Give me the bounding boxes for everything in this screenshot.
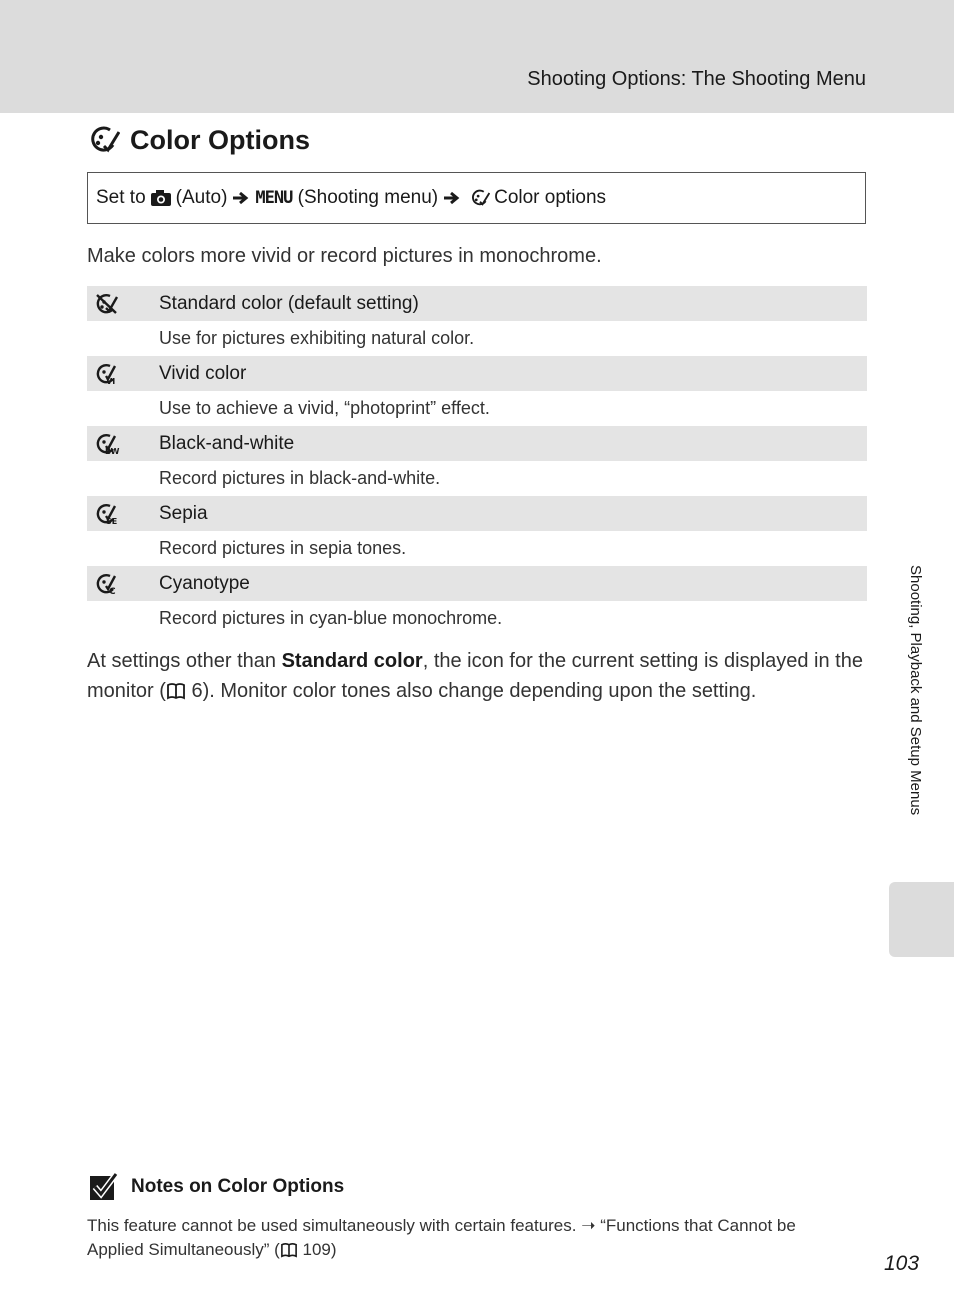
page-reference[interactable]: 109 [302, 1240, 331, 1259]
notes-title: Notes on Color Options [131, 1176, 345, 1197]
option-row [87, 286, 867, 321]
icon-badge: VI [106, 376, 116, 385]
intro-text: Make colors more vivid or record pictures in monochrome. [87, 245, 602, 267]
page-number: 103 [884, 1252, 920, 1275]
side-tab-label: Shooting, Playback and Setup Menus [907, 565, 924, 816]
body-text: ). Monitor color tones also change depending upon the setting. [202, 680, 757, 702]
option-description: Record pictures in sepia tones. [159, 538, 407, 558]
camera-icon [150, 189, 172, 207]
sepia-icon [95, 503, 121, 525]
vivid-color-icon [95, 363, 121, 385]
notes-body: This feature cannot be used simultaneously with certain features. [87, 1216, 582, 1235]
book-reference-icon [166, 682, 186, 700]
option-row [87, 496, 867, 531]
option-description: Use for pictures exhibiting natural color. [159, 328, 475, 348]
options-table [87, 286, 867, 636]
body-paragraph [87, 646, 877, 706]
icon-badge: BW [105, 446, 120, 455]
section-header: Shooting Options: The Shooting Menu [527, 68, 866, 90]
page-title-text: Color Options [130, 124, 310, 155]
notes-text [87, 1214, 847, 1262]
option-description: Record pictures in black-and-white. [159, 468, 441, 488]
book-reference-icon [280, 1242, 298, 1258]
header-band [0, 0, 954, 113]
side-tab [889, 882, 954, 957]
option-row [87, 426, 867, 461]
black-and-white-icon [95, 433, 121, 455]
cyanotype-icon [95, 573, 121, 595]
menu-path-box [87, 172, 866, 224]
body-bold-text: Standard color [281, 650, 423, 672]
option-description: Use to achieve a vivid, “photoprint” effect. [159, 398, 490, 418]
body-text: At settings other than [87, 650, 282, 672]
option-description: Record pictures in cyan-blue monochrome. [159, 608, 503, 628]
color-options-icon [470, 188, 490, 208]
option-label: Cyanotype [159, 572, 250, 594]
option-label: Black-and-white [159, 432, 295, 454]
check-note-icon [88, 1172, 118, 1202]
notes-heading [88, 1172, 344, 1202]
notes-body: ) [330, 1240, 337, 1259]
arrow-right-icon [231, 190, 251, 206]
notes-body: “Functions that Cannot be Applied Simultaneously” ( [87, 1216, 796, 1259]
path-color-options: Color options [494, 187, 607, 208]
option-label: Sepia [159, 502, 208, 524]
icon-badge: C [109, 586, 116, 595]
option-label: Vivid color [159, 362, 247, 384]
arrow-right-icon [442, 190, 462, 206]
path-set-to: Set to [96, 187, 146, 208]
page-reference[interactable]: 6 [191, 680, 203, 702]
body-text: , the icon for the current setting is displayed in the monitor ( [87, 650, 863, 702]
path-shooting-menu: (Shooting menu) [297, 187, 439, 208]
icon-badge: SE [106, 516, 118, 525]
standard-color-icon [95, 293, 119, 315]
option-row [87, 566, 867, 601]
option-label: Standard color (default setting) [159, 292, 419, 314]
page-title [88, 124, 310, 156]
option-row [87, 356, 867, 391]
path-auto: (Auto) [175, 187, 228, 208]
menu-label: MENU [255, 188, 293, 208]
color-options-icon [88, 124, 120, 156]
arrow-icon: ➝ [581, 1216, 596, 1235]
